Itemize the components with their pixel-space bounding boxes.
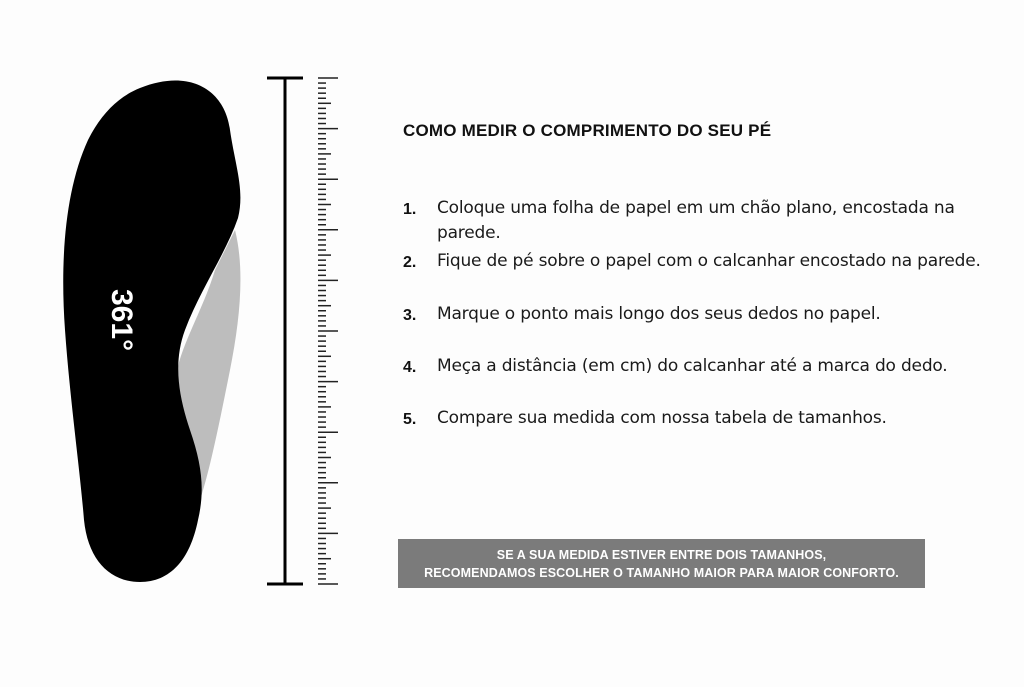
step-number: 5. (403, 411, 417, 428)
recommendation-note (398, 539, 925, 588)
step-item (403, 196, 1013, 246)
step-text: Meça a distância (em cm) do calcanhar até a marca do dedo. (437, 356, 948, 376)
step-item (403, 354, 1013, 380)
step-text: Coloque uma folha de papel em um chão plano, encostada na parede. (437, 198, 955, 243)
note-line-2: RECOMENDAMOS ESCOLHER O TAMANHO MAIOR PARA MAIOR CONFORTO. (424, 565, 899, 580)
step-text: Compare sua medida com nossa tabela de tamanhos. (437, 408, 887, 428)
step-item (403, 302, 1013, 328)
shoe-insole-icon (40, 70, 260, 600)
step-number: 3. (403, 307, 417, 324)
step-text: Marque o ponto mais longo dos seus dedos no papel. (437, 304, 881, 324)
step-number: 4. (403, 359, 417, 376)
note-line-1: SE A SUA MEDIDA ESTIVER ENTRE DOIS TAMANHOS, (496, 547, 827, 562)
step-number: 2. (403, 254, 417, 271)
step-text: Fique de pé sobre o papel com o calcanhar encostado na parede. (437, 251, 981, 271)
ruler-ticks (318, 78, 338, 584)
ruler-icon (255, 70, 355, 600)
page-title: COMO MEDIR O COMPRIMENTO DO SEU PÉ (403, 121, 772, 140)
brand-logo: 361° (105, 288, 138, 352)
step-item (403, 249, 1013, 275)
step-number: 1. (403, 201, 417, 218)
step-item (403, 406, 1013, 432)
